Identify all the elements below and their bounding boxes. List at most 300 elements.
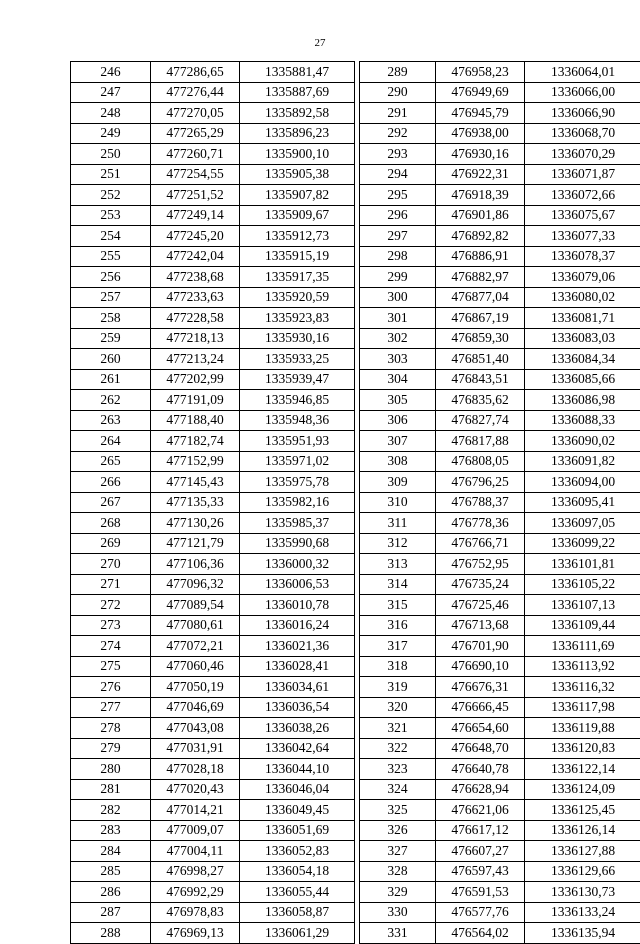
x-coordinate-cell: 476851,40 [436,349,525,370]
point-number-cell: 307 [360,431,436,452]
point-number-cell: 284 [71,841,151,862]
y-coordinate-cell: 1336061,29 [240,923,355,944]
point-number-cell: 291 [360,103,436,124]
x-coordinate-cell: 477028,18 [151,759,240,780]
x-coordinate-cell: 476882,97 [436,267,525,288]
table-row [360,656,640,677]
x-coordinate-cell: 477031,91 [151,738,240,759]
table-row [360,636,640,657]
y-coordinate-cell: 1336101,81 [525,554,640,575]
y-coordinate-cell: 1336094,00 [525,472,640,493]
x-coordinate-cell: 477202,99 [151,369,240,390]
point-number-cell: 253 [71,205,151,226]
point-number-cell: 285 [71,861,151,882]
x-coordinate-cell: 476992,29 [151,882,240,903]
x-coordinate-cell: 476945,79 [436,103,525,124]
point-number-cell: 265 [71,451,151,472]
table-row [71,308,355,329]
y-coordinate-cell: 1336107,13 [525,595,640,616]
point-number-cell: 329 [360,882,436,903]
point-number-cell: 249 [71,123,151,144]
x-coordinate-cell: 477249,14 [151,205,240,226]
point-number-cell: 259 [71,328,151,349]
x-coordinate-cell: 476621,06 [436,800,525,821]
y-coordinate-cell: 1336097,05 [525,513,640,534]
point-number-cell: 327 [360,841,436,862]
table-row [71,574,355,595]
y-coordinate-cell: 1335982,16 [240,492,355,513]
y-coordinate-cell: 1336111,69 [525,636,640,657]
table-row [71,62,355,83]
point-number-cell: 246 [71,62,151,83]
y-coordinate-cell: 1335948,36 [240,410,355,431]
table-row [360,861,640,882]
x-coordinate-cell: 477238,68 [151,267,240,288]
table-row [360,697,640,718]
table-row [360,369,640,390]
point-number-cell: 273 [71,615,151,636]
point-number-cell: 313 [360,554,436,575]
point-number-cell: 277 [71,697,151,718]
point-number-cell: 299 [360,267,436,288]
point-number-cell: 261 [71,369,151,390]
table-row [71,82,355,103]
x-coordinate-cell: 476998,27 [151,861,240,882]
y-coordinate-cell: 1336042,64 [240,738,355,759]
point-number-cell: 290 [360,82,436,103]
table-row [360,902,640,923]
point-number-cell: 274 [71,636,151,657]
point-number-cell: 263 [71,410,151,431]
y-coordinate-cell: 1336010,78 [240,595,355,616]
x-coordinate-cell: 476930,16 [436,144,525,165]
table-row [360,472,640,493]
x-coordinate-cell: 476918,39 [436,185,525,206]
table-row [71,328,355,349]
x-coordinate-cell: 477152,99 [151,451,240,472]
x-coordinate-cell: 477043,08 [151,718,240,739]
point-number-cell: 257 [71,287,151,308]
y-coordinate-cell: 1336068,70 [525,123,640,144]
y-coordinate-cell: 1336071,87 [525,164,640,185]
x-coordinate-cell: 476978,83 [151,902,240,923]
y-coordinate-cell: 1336124,09 [525,779,640,800]
table-row [360,718,640,739]
y-coordinate-cell: 1336135,94 [525,923,640,944]
x-coordinate-cell: 477245,20 [151,226,240,247]
y-coordinate-cell: 1335990,68 [240,533,355,554]
y-coordinate-cell: 1335905,38 [240,164,355,185]
table-row [71,164,355,185]
table-row [71,841,355,862]
table-row [360,513,640,534]
y-coordinate-cell: 1336081,71 [525,308,640,329]
y-coordinate-cell: 1336122,14 [525,759,640,780]
y-coordinate-cell: 1336126,14 [525,820,640,841]
point-number-cell: 301 [360,308,436,329]
x-coordinate-cell: 476640,78 [436,759,525,780]
x-coordinate-cell: 476607,27 [436,841,525,862]
table-row [71,144,355,165]
x-coordinate-cell: 476817,88 [436,431,525,452]
y-coordinate-cell: 1335933,25 [240,349,355,370]
x-coordinate-cell: 477130,26 [151,513,240,534]
table-row [360,779,640,800]
table-row [71,123,355,144]
x-coordinate-cell: 476648,70 [436,738,525,759]
y-coordinate-cell: 1336066,90 [525,103,640,124]
table-row [71,226,355,247]
table-row [71,451,355,472]
point-number-cell: 294 [360,164,436,185]
point-number-cell: 305 [360,390,436,411]
x-coordinate-cell: 476654,60 [436,718,525,739]
table-row [71,533,355,554]
y-coordinate-cell: 1336085,66 [525,369,640,390]
point-number-cell: 317 [360,636,436,657]
y-coordinate-cell: 1335909,67 [240,205,355,226]
x-coordinate-cell: 477242,04 [151,246,240,267]
y-coordinate-cell: 1336083,03 [525,328,640,349]
x-coordinate-cell: 477121,79 [151,533,240,554]
point-number-cell: 247 [71,82,151,103]
table-row [360,328,640,349]
y-coordinate-cell: 1336066,00 [525,82,640,103]
y-coordinate-cell: 1336070,29 [525,144,640,165]
table-row [360,308,640,329]
page-number: 27 [0,37,640,49]
point-number-cell: 266 [71,472,151,493]
x-coordinate-cell: 476690,10 [436,656,525,677]
y-coordinate-cell: 1336088,33 [525,410,640,431]
table-row [71,718,355,739]
y-coordinate-cell: 1336016,24 [240,615,355,636]
x-coordinate-cell: 477265,29 [151,123,240,144]
point-number-cell: 268 [71,513,151,534]
table-row [360,533,640,554]
table-row [360,164,640,185]
x-coordinate-cell: 476843,51 [436,369,525,390]
table-row [360,144,640,165]
table-row [71,902,355,923]
x-coordinate-cell: 476835,62 [436,390,525,411]
y-coordinate-cell: 1336080,02 [525,287,640,308]
point-number-cell: 300 [360,287,436,308]
y-coordinate-cell: 1336120,83 [525,738,640,759]
x-coordinate-cell: 476886,91 [436,246,525,267]
x-coordinate-cell: 477213,24 [151,349,240,370]
table-row [360,390,640,411]
table-row [71,349,355,370]
x-coordinate-cell: 476778,36 [436,513,525,534]
x-coordinate-cell: 477080,61 [151,615,240,636]
x-coordinate-cell: 477260,71 [151,144,240,165]
point-number-cell: 295 [360,185,436,206]
x-coordinate-cell: 477072,21 [151,636,240,657]
table-row [71,513,355,534]
y-coordinate-cell: 1336099,22 [525,533,640,554]
x-coordinate-cell: 477251,52 [151,185,240,206]
y-coordinate-cell: 1335912,73 [240,226,355,247]
point-number-cell: 254 [71,226,151,247]
point-number-cell: 308 [360,451,436,472]
point-number-cell: 322 [360,738,436,759]
point-number-cell: 292 [360,123,436,144]
x-coordinate-cell: 476808,05 [436,451,525,472]
y-coordinate-cell: 1336055,44 [240,882,355,903]
y-coordinate-cell: 1336117,98 [525,697,640,718]
x-coordinate-cell: 477009,07 [151,820,240,841]
y-coordinate-cell: 1336090,02 [525,431,640,452]
table-row [71,861,355,882]
x-coordinate-cell: 476713,68 [436,615,525,636]
table-row [71,595,355,616]
x-coordinate-cell: 477188,40 [151,410,240,431]
table-row [71,820,355,841]
x-coordinate-cell: 476701,90 [436,636,525,657]
table-row [71,759,355,780]
x-coordinate-cell: 476735,24 [436,574,525,595]
y-coordinate-cell: 1335920,59 [240,287,355,308]
point-number-cell: 315 [360,595,436,616]
y-coordinate-cell: 1336091,82 [525,451,640,472]
y-coordinate-cell: 1335939,47 [240,369,355,390]
point-number-cell: 275 [71,656,151,677]
point-number-cell: 281 [71,779,151,800]
y-coordinate-cell: 1335892,58 [240,103,355,124]
point-number-cell: 248 [71,103,151,124]
table-row [360,554,640,575]
y-coordinate-cell: 1336095,41 [525,492,640,513]
x-coordinate-cell: 476788,37 [436,492,525,513]
x-coordinate-cell: 477014,21 [151,800,240,821]
point-number-cell: 325 [360,800,436,821]
y-coordinate-cell: 1336051,69 [240,820,355,841]
table-row [71,800,355,821]
point-number-cell: 262 [71,390,151,411]
y-coordinate-cell: 1336078,37 [525,246,640,267]
y-coordinate-cell: 1336133,24 [525,902,640,923]
table-row [360,820,640,841]
x-coordinate-cell: 477096,32 [151,574,240,595]
table-row [360,615,640,636]
x-coordinate-cell: 476725,46 [436,595,525,616]
x-coordinate-cell: 476867,19 [436,308,525,329]
y-coordinate-cell: 1336072,66 [525,185,640,206]
point-number-cell: 270 [71,554,151,575]
point-number-cell: 293 [360,144,436,165]
table-row [360,574,640,595]
x-coordinate-cell: 476564,02 [436,923,525,944]
table-row [360,492,640,513]
point-number-cell: 286 [71,882,151,903]
y-coordinate-cell: 1335915,19 [240,246,355,267]
x-coordinate-cell: 476617,12 [436,820,525,841]
table-row [71,554,355,575]
point-number-cell: 323 [360,759,436,780]
table-row [71,103,355,124]
table-row [71,287,355,308]
point-number-cell: 324 [360,779,436,800]
x-coordinate-cell: 477046,69 [151,697,240,718]
y-coordinate-cell: 1335923,83 [240,308,355,329]
x-coordinate-cell: 476827,74 [436,410,525,431]
y-coordinate-cell: 1336021,36 [240,636,355,657]
table-row [360,677,640,698]
y-coordinate-cell: 1336079,06 [525,267,640,288]
y-coordinate-cell: 1335907,82 [240,185,355,206]
table-row [360,841,640,862]
point-number-cell: 320 [360,697,436,718]
y-coordinate-cell: 1335881,47 [240,62,355,83]
table-row [360,62,640,83]
point-number-cell: 310 [360,492,436,513]
table-row [360,123,640,144]
y-coordinate-cell: 1336127,88 [525,841,640,862]
x-coordinate-cell: 477218,13 [151,328,240,349]
x-coordinate-cell: 477182,74 [151,431,240,452]
point-number-cell: 255 [71,246,151,267]
y-coordinate-cell: 1336075,67 [525,205,640,226]
y-coordinate-cell: 1336130,73 [525,882,640,903]
point-number-cell: 264 [71,431,151,452]
x-coordinate-cell: 477228,58 [151,308,240,329]
y-coordinate-cell: 1336084,34 [525,349,640,370]
x-coordinate-cell: 476901,86 [436,205,525,226]
x-coordinate-cell: 476752,95 [436,554,525,575]
point-number-cell: 260 [71,349,151,370]
table-row [360,349,640,370]
point-number-cell: 312 [360,533,436,554]
x-coordinate-cell: 476676,31 [436,677,525,698]
table-row [360,595,640,616]
table-row [71,492,355,513]
table-row [71,410,355,431]
x-coordinate-cell: 476949,69 [436,82,525,103]
point-number-cell: 251 [71,164,151,185]
point-number-cell: 330 [360,902,436,923]
point-number-cell: 269 [71,533,151,554]
point-number-cell: 296 [360,205,436,226]
point-number-cell: 331 [360,923,436,944]
x-coordinate-cell: 476892,82 [436,226,525,247]
y-coordinate-cell: 1336034,61 [240,677,355,698]
table-row [360,226,640,247]
x-coordinate-cell: 477106,36 [151,554,240,575]
table-row [360,923,640,944]
x-coordinate-cell: 477145,43 [151,472,240,493]
point-number-cell: 316 [360,615,436,636]
point-number-cell: 288 [71,923,151,944]
point-number-cell: 328 [360,861,436,882]
point-number-cell: 311 [360,513,436,534]
y-coordinate-cell: 1336058,87 [240,902,355,923]
x-coordinate-cell: 476597,43 [436,861,525,882]
x-coordinate-cell: 477276,44 [151,82,240,103]
y-coordinate-cell: 1336116,32 [525,677,640,698]
y-coordinate-cell: 1336119,88 [525,718,640,739]
x-coordinate-cell: 477270,05 [151,103,240,124]
y-coordinate-cell: 1336105,22 [525,574,640,595]
y-coordinate-cell: 1335930,16 [240,328,355,349]
x-coordinate-cell: 477135,33 [151,492,240,513]
table-row [360,205,640,226]
y-coordinate-cell: 1336006,53 [240,574,355,595]
y-coordinate-cell: 1336046,04 [240,779,355,800]
y-coordinate-cell: 1336000,32 [240,554,355,575]
y-coordinate-cell: 1335896,23 [240,123,355,144]
point-number-cell: 302 [360,328,436,349]
y-coordinate-cell: 1336077,33 [525,226,640,247]
y-coordinate-cell: 1336113,92 [525,656,640,677]
table-row [71,779,355,800]
y-coordinate-cell: 1336054,18 [240,861,355,882]
point-number-cell: 279 [71,738,151,759]
point-number-cell: 280 [71,759,151,780]
table-row [360,410,640,431]
x-coordinate-cell: 476796,25 [436,472,525,493]
x-coordinate-cell: 476938,00 [436,123,525,144]
table-row [360,800,640,821]
table-row [360,82,640,103]
y-coordinate-cell: 1335985,37 [240,513,355,534]
point-number-cell: 250 [71,144,151,165]
table-row [71,656,355,677]
x-coordinate-cell: 476666,45 [436,697,525,718]
y-coordinate-cell: 1336036,54 [240,697,355,718]
point-number-cell: 304 [360,369,436,390]
table-row [360,287,640,308]
table-row [360,267,640,288]
point-number-cell: 282 [71,800,151,821]
table-row [71,246,355,267]
y-coordinate-cell: 1335975,78 [240,472,355,493]
x-coordinate-cell: 477191,09 [151,390,240,411]
table-row [71,738,355,759]
x-coordinate-cell: 477004,11 [151,841,240,862]
table-row [71,636,355,657]
table-row [360,759,640,780]
y-coordinate-cell: 1335971,02 [240,451,355,472]
x-coordinate-cell: 476877,04 [436,287,525,308]
y-coordinate-cell: 1336044,10 [240,759,355,780]
y-coordinate-cell: 1335951,93 [240,431,355,452]
point-number-cell: 321 [360,718,436,739]
y-coordinate-cell: 1335900,10 [240,144,355,165]
x-coordinate-cell: 476766,71 [436,533,525,554]
table-row [71,205,355,226]
point-number-cell: 319 [360,677,436,698]
point-number-cell: 298 [360,246,436,267]
table-row [360,738,640,759]
y-coordinate-cell: 1336129,66 [525,861,640,882]
table-row [71,390,355,411]
table-row [71,677,355,698]
x-coordinate-cell: 476859,30 [436,328,525,349]
point-number-cell: 314 [360,574,436,595]
x-coordinate-cell: 476577,76 [436,902,525,923]
x-coordinate-cell: 477050,19 [151,677,240,698]
table-row [71,882,355,903]
point-number-cell: 267 [71,492,151,513]
table-row [360,246,640,267]
y-coordinate-cell: 1335887,69 [240,82,355,103]
y-coordinate-cell: 1336028,41 [240,656,355,677]
table-row [360,451,640,472]
table-row [360,431,640,452]
point-number-cell: 271 [71,574,151,595]
table-row [71,923,355,944]
